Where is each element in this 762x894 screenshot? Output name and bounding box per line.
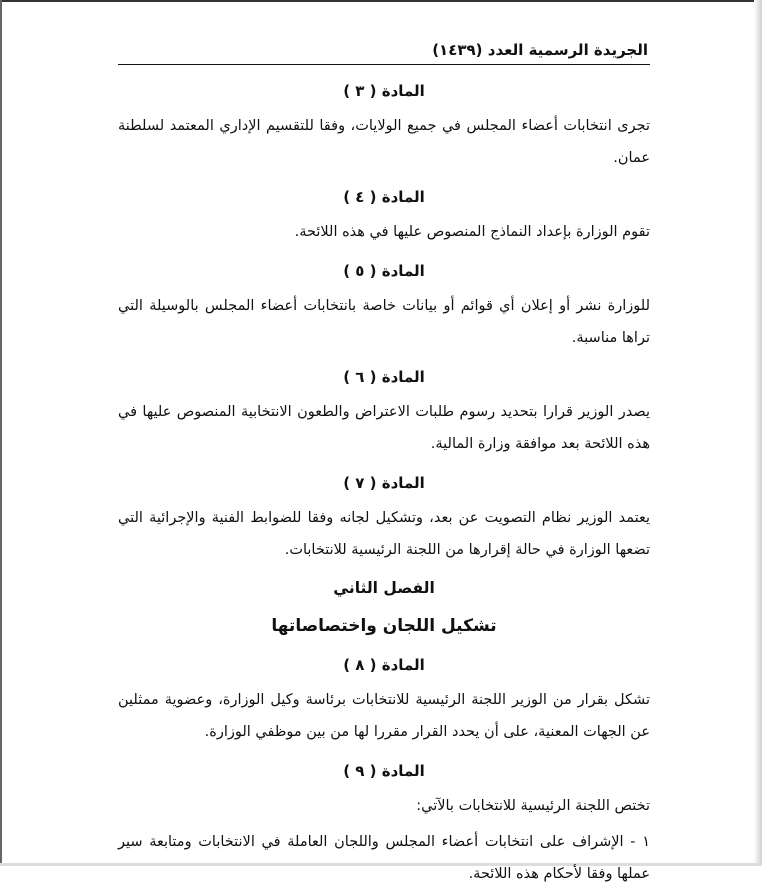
page-border-left: [0, 0, 2, 866]
article-9-item-1: ١ - الإشراف على انتخابات أعضاء المجلس واللجان العاملة في الانتخابات ومتابعة سير عملها وفقا لأحكام هذه اللائحة.: [118, 834, 650, 882]
gazette-title: الجريدة الرسمية العدد (١٤٣٩): [432, 41, 648, 59]
article-4-text: تقوم الوزارة بإعداد النماذج المنصوص عليها في هذه اللائحة.: [294, 224, 650, 240]
header-rule: [118, 64, 650, 65]
article-6-text: يصدر الوزير قرارا بتحديد رسوم طلبات الاعتراض والطعون الانتخابية المنصوص عليها في هذه اللائحة بعد موافقة وزارة المالية.: [118, 404, 650, 452]
article-5-heading: المادة ( ٥ ): [343, 262, 425, 280]
article-8-heading: المادة ( ٨ ): [343, 656, 425, 674]
article-3-text: تجرى انتخابات أعضاء المجلس في جميع الولايات، وفقا للتقسيم الإداري المعتمد لسلطنة عمان.: [118, 118, 650, 166]
article-8-text: تشكل بقرار من الوزير اللجنة الرئيسية للانتخابات برئاسة وكيل الوزارة، وعضوية ممثلين عن الجهات المعنية، على أن يحدد القرار مقررا لها من بين موظفي الوزارة.: [118, 692, 650, 740]
chapter-title: تشكيل اللجان واختصاصاتها: [271, 616, 497, 636]
page-header: [118, 38, 648, 62]
chapter-label: الفصل الثاني: [333, 579, 435, 597]
article-9-heading: المادة ( ٩ ): [343, 762, 425, 780]
page-shadow-right: [754, 0, 762, 866]
page-border-top: [0, 0, 762, 2]
article-7-text: يعتمد الوزير نظام التصويت عن بعد، وتشكيل لجانه وفقا للضوابط الفنية والإجرائية التي تضعها الوزارة في حالة إقرارها من اللجنة الرئيسية للانتخابات.: [118, 510, 650, 558]
article-7-heading: المادة ( ٧ ): [343, 474, 425, 492]
article-3-heading: المادة ( ٣ ): [343, 82, 425, 100]
article-4-heading: المادة ( ٤ ): [343, 188, 425, 206]
article-9-intro: تختص اللجنة الرئيسية للانتخابات بالآتي:: [416, 798, 650, 814]
article-6-heading: المادة ( ٦ ): [343, 368, 425, 386]
article-5-text: للوزارة نشر أو إعلان أي قوائم أو بيانات خاصة بانتخابات أعضاء المجلس بالوسيلة التي تراها مناسبة.: [118, 298, 650, 346]
document-body: [118, 72, 650, 894]
